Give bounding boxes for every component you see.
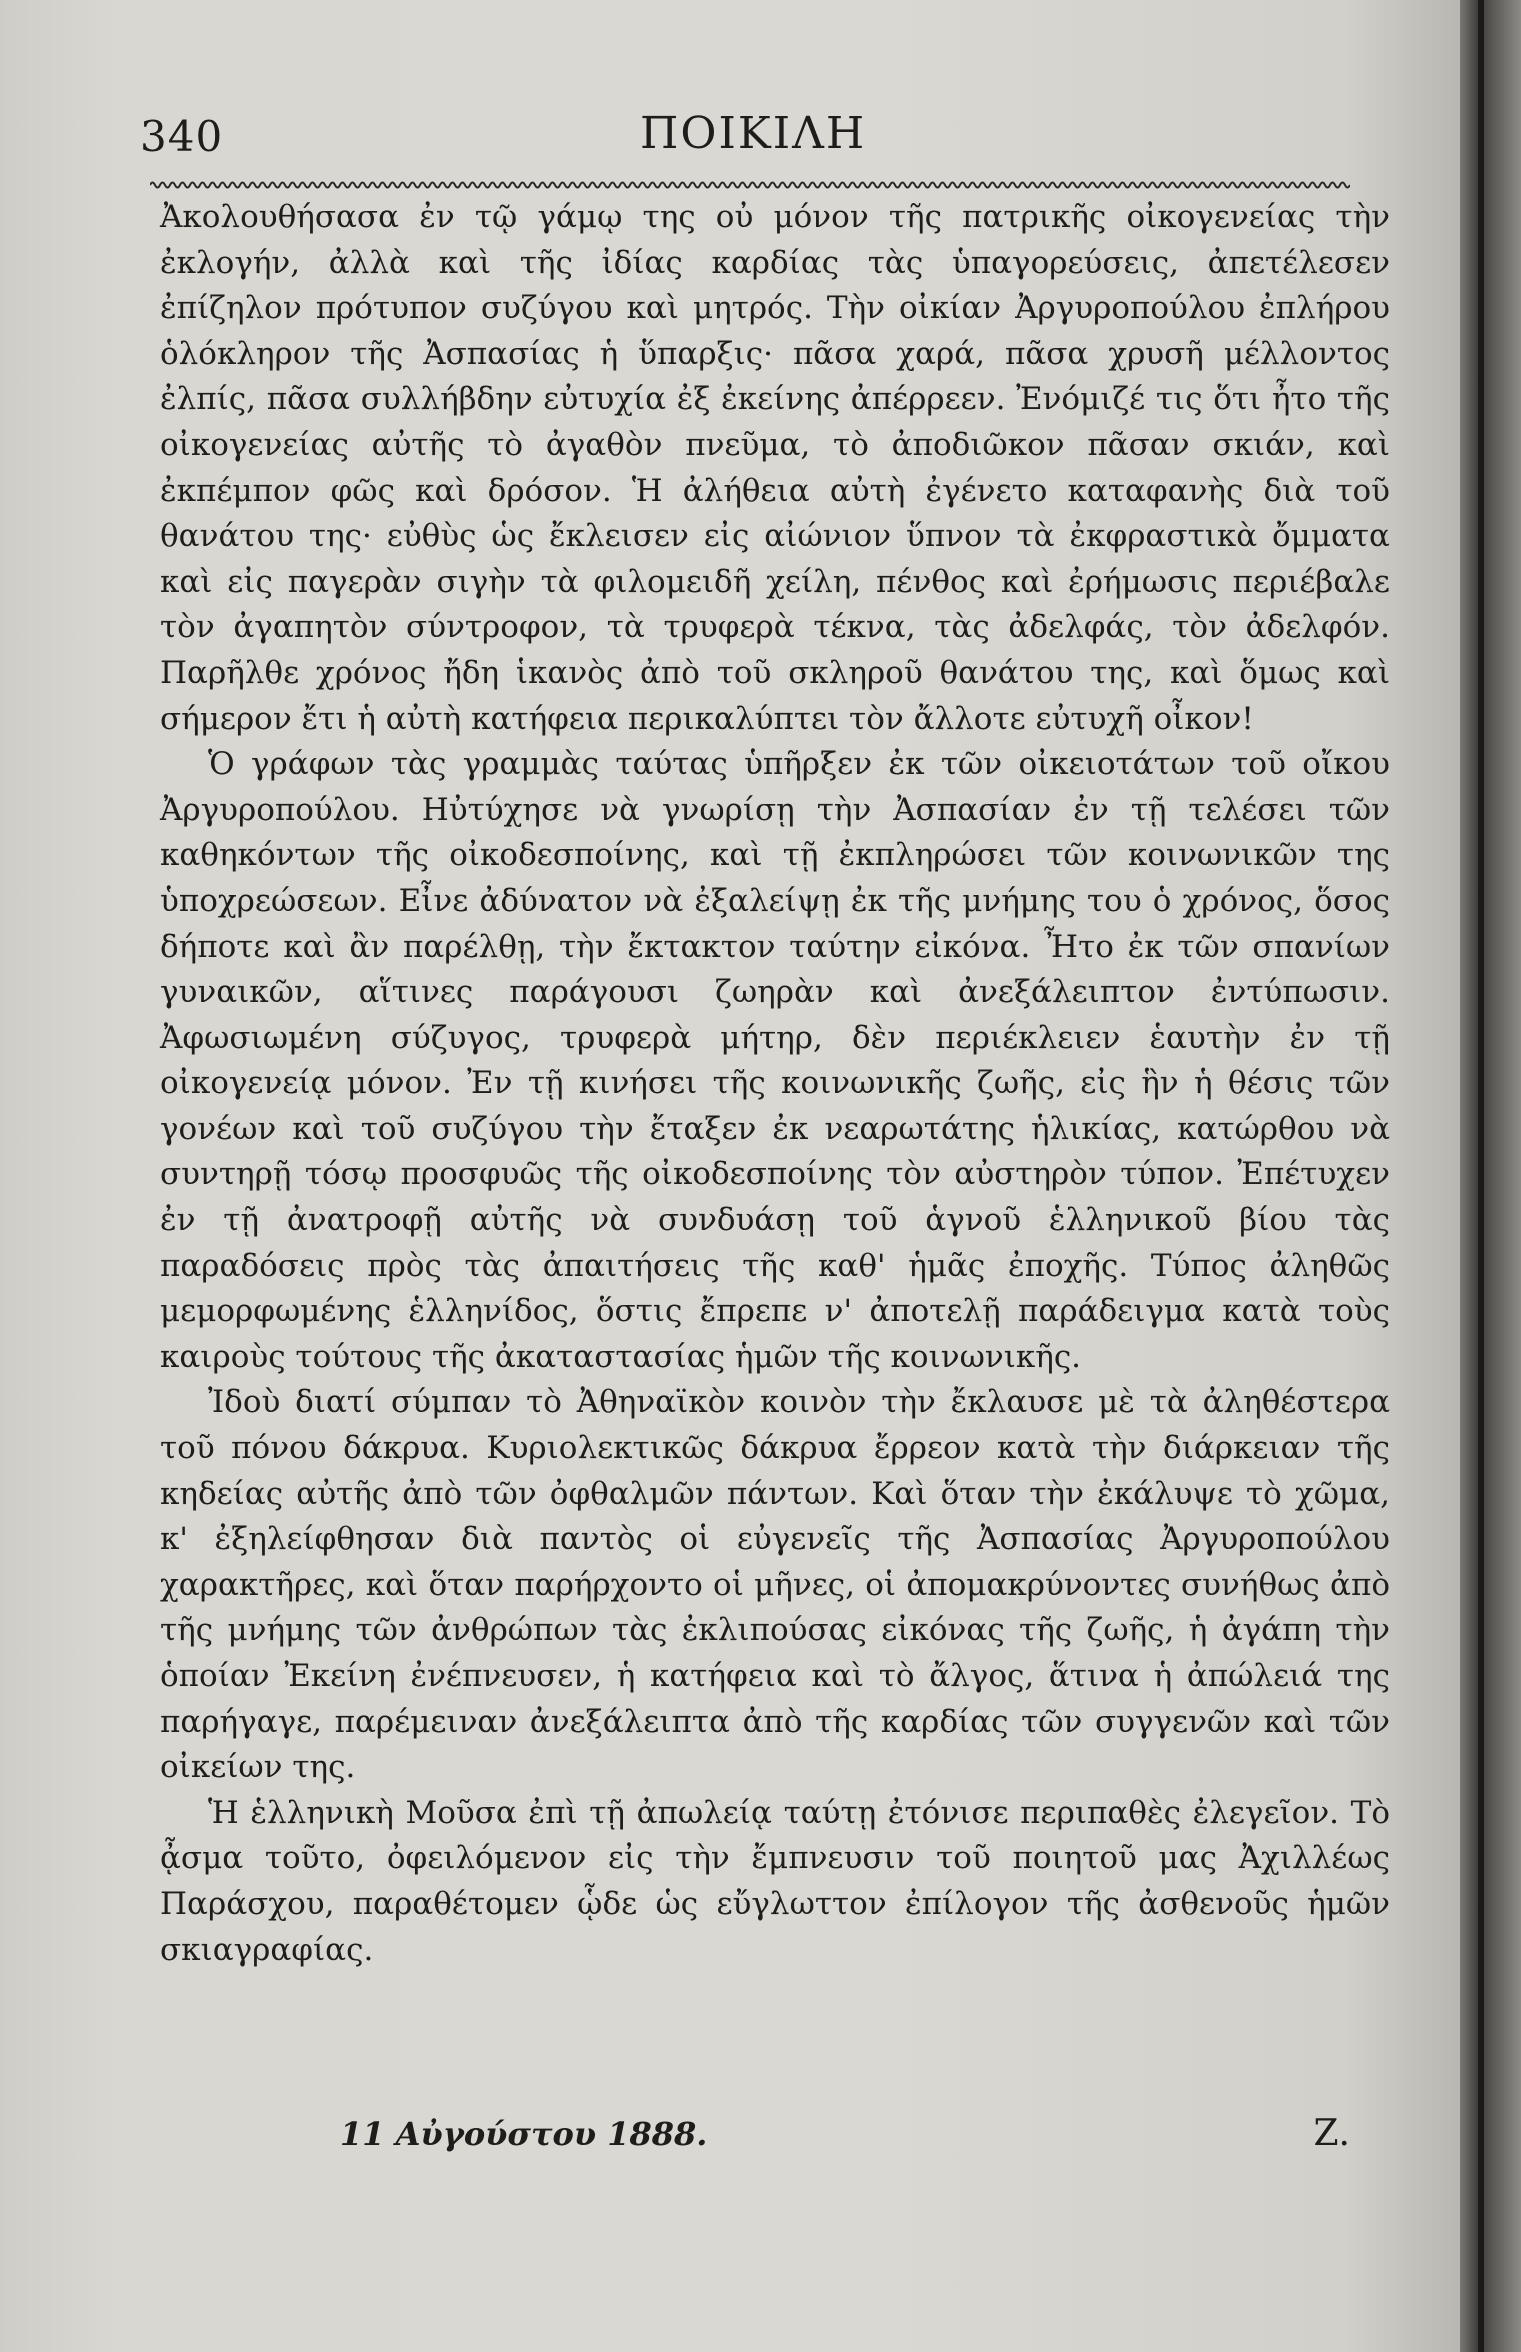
- book-gutter: [1460, 0, 1521, 2352]
- paragraph-2: Ὁ γράφων τὰς γραμμὰς ταύτας ὑπῆρξεν ἐκ τῶν οἰκειοτάτων τοῦ οἴκου Ἀργυροπούλου. Ηὐτύχησε νὰ γνωρίσῃ τὴν Ἀσπασίαν ἐν τῇ τελέσει τῶν καθηκόντων τῆς οἰκοδεσποίνης, καὶ τῇ ἐκπληρώσει τῶν κοινωνικῶν της ὑποχρεώσεων. Εἶνε ἀδύνατον νὰ ἐξαλείψῃ ἐκ τῆς μνήμης του ὁ χρόνος, ὅσος δήποτε καὶ ἂν παρέλθῃ, τὴν ἔκτακτον ταύτην εἰκόνα. Ἦτο ἐκ τῶν σπανίων γυναικῶν, αἵτινες παράγουσι ζωηρὰν καὶ ἀνεξάλειπτον ἐντύπωσιν. Ἀφωσιωμένη σύζυγος, τρυφερὰ μήτηρ, δὲν περιέκλειεν ἑαυτὴν ἐν τῇ οἰκογενείᾳ μόνον. Ἐν τῇ κινήσει τῆς κοινωνικῆς ζωῆς, εἰς ἣν ἡ θέσις τῶν γονέων καὶ τοῦ συζύγου τὴν ἔταξεν ἐκ νεαρωτάτης ἡλικίας, κατώρθου νὰ συντηρῇ τόσῳ προσφυῶς τῆς οἰκοδεσποίνης τὸν αὐστηρὸν τύπον. Ἐπέτυχεν ἐν τῇ ἀνατροφῇ αὐτῆς νὰ συνδυάσῃ τοῦ ἁγνοῦ ἑλληνικοῦ βίου τὰς παραδόσεις πρὸς τὰς ἀπαιτήσεις τῆς καθ' ἡμᾶς ἐποχῆς. Τύπος ἀληθῶς μεμορφωμένης ἑλληνίδος, ὅστις ἔπρεπε ν' ἀποτελῇ παράδειγμα κατὰ τοὺς καιροὺς τούτους τῆς ἀκαταστασίας ἡμῶν τῆς κοινωνικῆς.: [160, 746, 1390, 1375]
- signoff-date: 11 Αὐγούστου 1888.: [340, 2115, 708, 2153]
- header-wavy-rule: [150, 180, 1350, 190]
- page-number: 340: [140, 112, 224, 161]
- article-body: [160, 195, 1390, 1973]
- author-initial: Ζ.: [1313, 2113, 1350, 2154]
- paragraph-1: Ἀκολουθήσασα ἐν τῷ γάμῳ της οὐ μόνον τῆς πατρικῆς οἰκογενείας τὴν ἐκλογήν, ἀλλὰ καὶ τῆς ἰδίας καρδίας τὰς ὑπαγορεύσεις, ἀπετέλεσεν ἐπίζηλον πρότυπον συζύγου καὶ μητρός. Τὴν οἰκίαν Ἀργυροπούλου ἐπλήρου ὁλόκληρον τῆς Ἀσπασίας ἡ ὕπαρξις· πᾶσα χαρά, πᾶσα χρυσῆ μέλλοντος ἐλπίς, πᾶσα συλλήβδην εὐτυχία ἐξ ἐκείνης ἀπέρρεεν. Ἐνόμιζέ τις ὅτι ἦτο τῆς οἰκογενείας αὐτῆς τὸ ἀγαθὸν πνεῦμα, τὸ ἀποδιῶκον πᾶσαν σκιάν, καὶ ἐκπέμπον φῶς καὶ δρόσον. Ἡ ἀλήθεια αὐτὴ ἐγένετο καταφανὴς διὰ τοῦ θανάτου της· εὐθὺς ὡς ἔκλεισεν εἰς αἰώνιον ὕπνον τὰ ἐκφραστικὰ ὄμματα καὶ εἰς παγερὰν σιγὴν τὰ φιλομειδῆ χείλη, πένθος καὶ ἐρήμωσις περιέβαλε τὸν ἀγαπητὸν σύντροφον, τὰ τρυφερὰ τέκνα, τὰς ἀδελφάς, τὸν ἀδελφόν. Παρῆλθε χρόνος ἤδη ἱκανὸς ἀπὸ τοῦ σκληροῦ θανάτου της, καὶ ὅμως καὶ σήμερον ἔτι ἡ αὐτὴ κατήφεια περικαλύπτει τὸν ἄλλοτε εὐτυχῆ οἶκον!: [160, 199, 1390, 737]
- paragraph-4: Ἡ ἑλληνικὴ Μοῦσα ἐπὶ τῇ ἀπωλείᾳ ταύτῃ ἐτόνισε περιπαθὲς ἐλεγεῖον. Τὸ ᾆσμα τοῦτο, ὀφειλόμενον εἰς τὴν ἔμπνευσιν τοῦ ποιητοῦ μας Ἀχιλλέως Παράσχου, παραθέτομεν ᾧδε ὡς εὔγλωττον ἐπίλογον τῆς ἀσθενοῦς ἡμῶν σκιαγραφίας.: [160, 1794, 1390, 1968]
- gutter-edge: [1478, 0, 1484, 2352]
- paragraph-3: Ἰδοὺ διατί σύμπαν τὸ Ἀθηναϊκὸν κοινὸν τὴν ἔκλαυσε μὲ τὰ ἀληθέστερα τοῦ πόνου δάκρυα. Κυριολεκτικῶς δάκρυα ἔρρεον κατὰ τὴν διάρκειαν τῆς κηδείας αὐτῆς ἀπὸ τῶν ὀφθαλμῶν πάντων. Καὶ ὅταν τὴν ἐκάλυψε τὸ χῶμα, κ' ἐξηλείφθησαν διὰ παντὸς οἱ εὐγενεῖς τῆς Ἀσπασίας Ἀργυροπούλου χαρακτῆρες, καὶ ὅταν παρήρχοντο οἱ μῆνες, οἱ ἀπομακρύνοντες συνήθως ἀπὸ τῆς μνήμης τῶν ἀνθρώπων τὰς ἐκλιπούσας εἰκόνας τῆς ζωῆς, ἡ ἀγάπη τὴν ὁποίαν Ἐκείνη ἐνέπνευσεν, ἡ κατήφεια καὶ τὸ ἄλγος, ἅτινα ἡ ἀπώλειά της παρήγαγε, παρέμειναν ἀνεξάλειπτα ἀπὸ τῆς καρδίας τῶν συγγενῶν καὶ τῶν οἰκείων της.: [160, 1384, 1390, 1786]
- running-head: ΠΟΙΚΙΛΗ: [640, 108, 867, 159]
